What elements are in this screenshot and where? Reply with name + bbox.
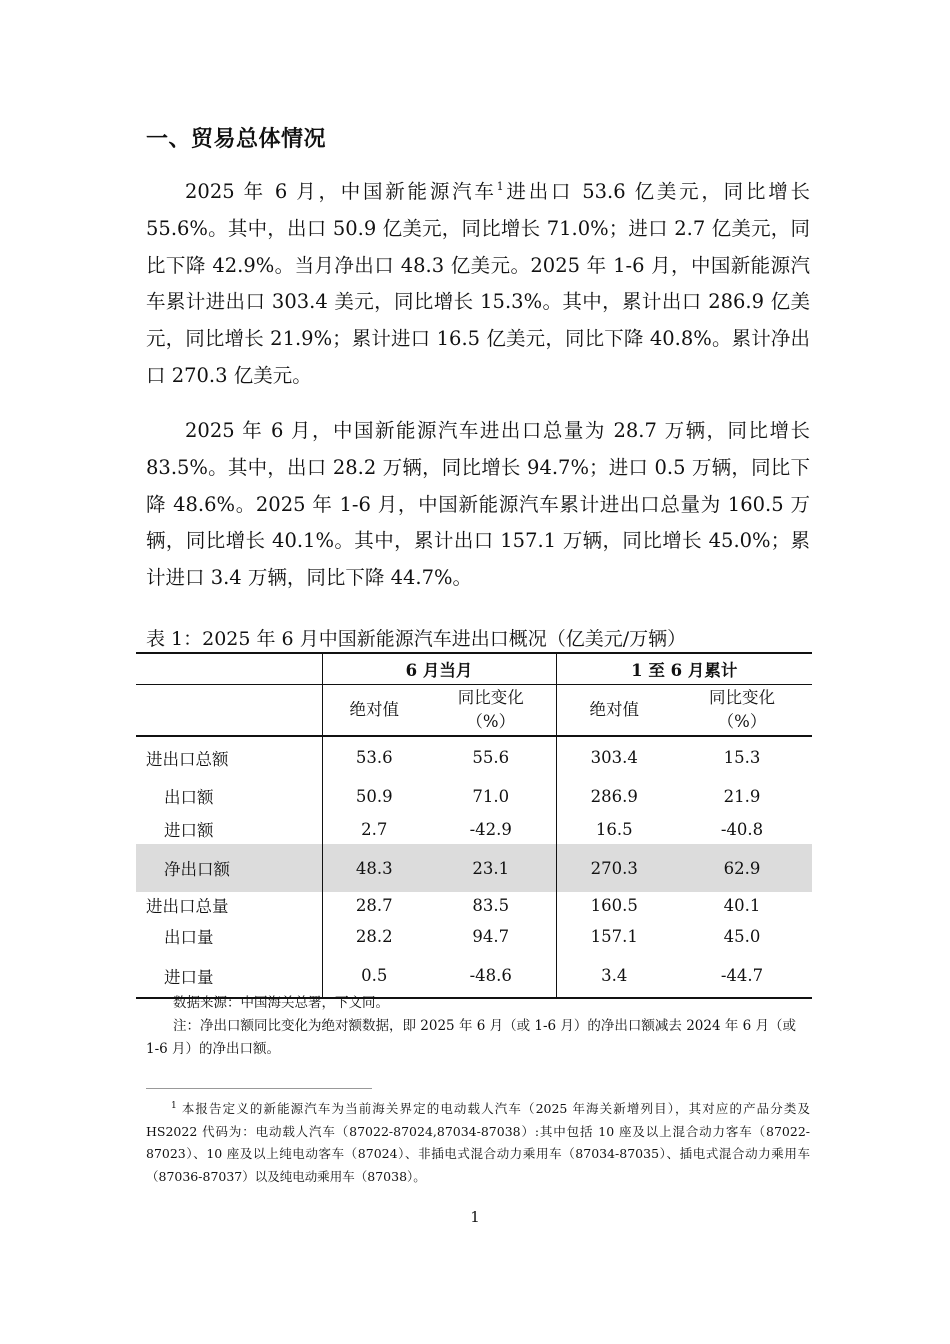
table-row bbox=[136, 918, 812, 954]
header-cum-yoy bbox=[672, 685, 812, 737]
table-column-header bbox=[136, 685, 812, 737]
cell-month-yoy: 83.5 bbox=[426, 892, 556, 918]
cell-month-yoy: -48.6 bbox=[426, 954, 556, 998]
cell-cum-yoy: 21.9 bbox=[723, 786, 761, 806]
cell-month-yoy: 23.1 bbox=[426, 844, 556, 892]
table-caption: 表 1：2025 年 6 月中国新能源汽车进出口概况（亿美元/万辆） bbox=[146, 628, 687, 650]
header-month-yoy bbox=[426, 685, 556, 737]
table-row bbox=[136, 892, 812, 918]
cell-month-yoy: 55.6 bbox=[426, 736, 556, 778]
row-label: 进口量 bbox=[136, 954, 322, 998]
cell-month-abs: 0.5 bbox=[361, 966, 388, 985]
table-group-header bbox=[136, 653, 812, 685]
cell-month-yoy: -42.9 bbox=[426, 814, 556, 844]
cell-cum-yoy: -40.8 bbox=[720, 819, 764, 839]
cell-cum-abs: 3.4 bbox=[601, 966, 628, 985]
footnote-ref[interactable]: 1 bbox=[496, 180, 504, 193]
cell-cum-yoy: -44.7 bbox=[720, 966, 764, 985]
section-heading: 一、贸易总体情况 bbox=[146, 127, 327, 152]
header-empty bbox=[136, 653, 322, 685]
table-note: 注：净出口额同比变化为绝对额数据，即 2025 年 6 月（或 1-6 月）的净出口额减去 2024 年 6 月（或 1-6 月）的净出口额。 bbox=[146, 1018, 797, 1057]
cell-cum-yoy: 40.1 bbox=[723, 895, 761, 915]
footnote-divider bbox=[146, 1088, 372, 1089]
row-label: 进口额 bbox=[136, 814, 322, 844]
table-row bbox=[136, 736, 812, 778]
yoy-unit: （%） bbox=[466, 712, 516, 731]
yoy-label: 同比变化 bbox=[709, 688, 775, 707]
cell-cum-yoy: 15.3 bbox=[723, 748, 761, 767]
cell-cum-abs: 286.9 bbox=[590, 786, 638, 806]
cell-cum-abs: 16.5 bbox=[595, 819, 633, 839]
cell-month-abs: 28.7 bbox=[355, 895, 393, 915]
paragraph-trade-value bbox=[146, 174, 810, 395]
cell-cum-yoy: 45.0 bbox=[723, 926, 761, 946]
cell-cum-abs: 270.3 bbox=[556, 844, 672, 892]
cell-cum-abs: 160.5 bbox=[590, 895, 638, 915]
para1-rest: 进出口 53.6 亿美元，同比增长 55.6%。其中，出口 50.9 亿美元，同比增长 71.0%；进口 2.7 亿美元，同比下降 42.9%。当月净出口 48.3 亿美元。2025 年 1-6 月，中国新能源汽车累计进出口 303.4 美元，同比增长 15.3%。其中，累计出口 286.9 亿美元，同比增长 21.9%；累计进口 16.5 亿美元，同比下降 40.8%。累计净出口 270.3 亿美元。 bbox=[146, 180, 810, 387]
header-cumulative: 1 至 6 月累计 bbox=[631, 661, 738, 680]
header-month-abs: 绝对值 bbox=[349, 700, 399, 719]
para1-start: 2025 年 6 月，中国新能源汽车 bbox=[185, 180, 497, 203]
cell-month-abs: 53.6 bbox=[355, 748, 393, 767]
row-label: 进出口总额 bbox=[136, 736, 322, 778]
cell-cum-yoy: 62.9 bbox=[672, 844, 812, 892]
cell-cum-abs: 303.4 bbox=[590, 748, 638, 767]
yoy-unit: （%） bbox=[717, 712, 767, 731]
footnote-mark: 1 bbox=[171, 1101, 177, 1111]
row-label: 出口额 bbox=[136, 778, 322, 814]
data-source-note: 数据来源：中国海关总署，下文同。 bbox=[173, 995, 389, 1011]
cell-month-abs: 2.7 bbox=[361, 819, 388, 839]
table-row bbox=[136, 814, 812, 844]
cell-month-yoy: 71.0 bbox=[426, 778, 556, 814]
footnote bbox=[146, 1098, 810, 1188]
page-number: 1 bbox=[470, 1208, 480, 1226]
paragraph-trade-volume: 2025 年 6 月，中国新能源汽车进出口总量为 28.7 万辆，同比增长 83.5%。其中，出口 28.2 万辆，同比增长 94.7%；进口 0.5 万辆，同比下降 48.6%。2025 年 1-6 月，中国新能源汽车累计进出口总量为 160.5 万辆，同比增长 40.1%。其中，累计出口 157.1 万辆，同比增长 45.0%；累计进口 3.4 万辆，同比下降 44.7%。 bbox=[146, 419, 810, 590]
header-month: 6 月当月 bbox=[322, 653, 556, 685]
row-label: 净出口额 bbox=[136, 844, 322, 892]
row-label: 出口量 bbox=[136, 918, 322, 954]
footnote-text: 本报告定义的新能源汽车为当前海关界定的电动载人汽车（2025 年海关新增列目），其对应的产品分类及 HS2022 代码为：电动载人汽车（87022-87024,87034-87038）:其中包括 10 座及以上混合动力客车（87022-87023）、10 座及以上纯电动客车（87024）、非插电式混合动力乘用车（87034-87035）、插电式混合动力乘用车（87036-87037）以及纯电动乘用车（87038）。 bbox=[146, 1101, 810, 1184]
cell-month-abs: 48.3 bbox=[322, 844, 426, 892]
yoy-label: 同比变化 bbox=[457, 688, 524, 707]
cell-month-abs: 50.9 bbox=[355, 786, 393, 806]
row-label: 进出口总量 bbox=[136, 892, 322, 918]
header-cum-abs: 绝对值 bbox=[589, 700, 639, 719]
cell-cum-abs: 157.1 bbox=[590, 926, 638, 946]
table-row bbox=[136, 844, 812, 892]
trade-summary-table bbox=[136, 652, 812, 999]
cell-month-yoy: 94.7 bbox=[426, 918, 556, 954]
table-row bbox=[136, 778, 812, 814]
cell-month-abs: 28.2 bbox=[355, 926, 393, 946]
header-empty bbox=[136, 685, 322, 737]
